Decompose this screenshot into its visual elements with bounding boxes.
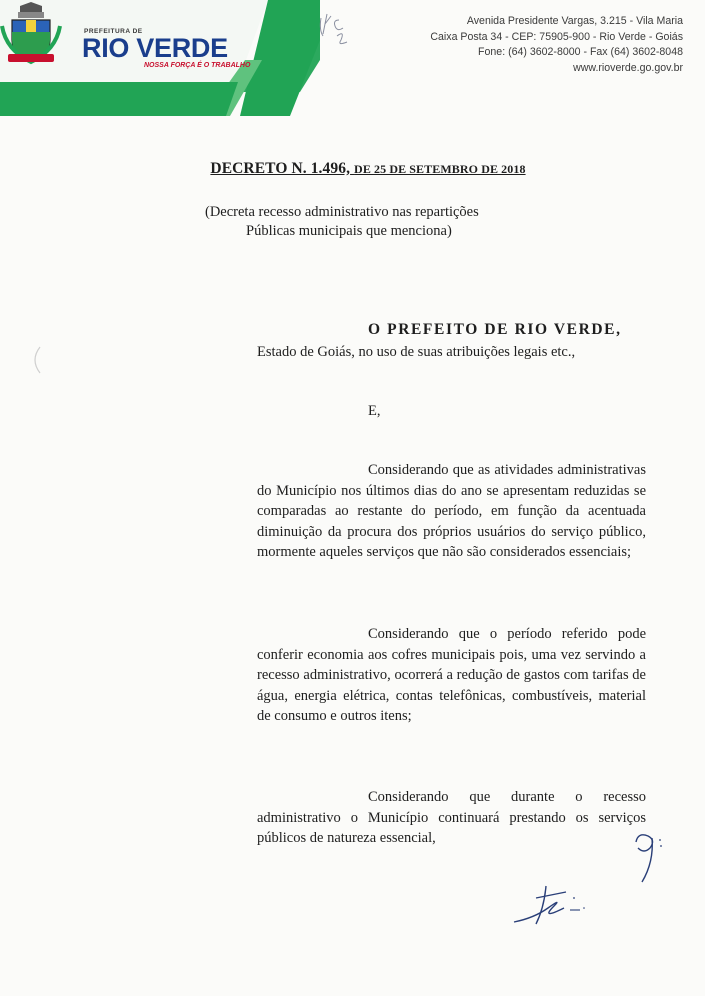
decree-date: DE 25 DE SETEMBRO DE 2018 [354, 162, 526, 176]
decree-title [0, 160, 705, 178]
considerando-paragraph-3 [257, 787, 646, 849]
ementa-line: (Decreta recesso administrativo nas repartições [205, 204, 479, 220]
paragraph-text: Considerando que durante o recesso administrativo o Município continuará prestando os serviços públicos de natureza essencial, [257, 789, 646, 847]
considerando-paragraph-2 [257, 624, 646, 727]
paragraph-text: Considerando que as atividades administrativas do Município nos últimos dias do ano se apresentam reduzidas se comparadas ao restante do período, em função da acentuada diminuição da procura dos próprios usuários do serviço público, mormente aqueles serviços que não são considerados essenciais; [257, 462, 646, 561]
considerando-paragraph-1 [257, 460, 646, 563]
address-line: Caixa Posta 34 - CEP: 75905-900 - Rio Verde - Goiás [430, 30, 683, 43]
coat-of-arms-icon [0, 0, 62, 66]
brand-prefix: PREFEITURA DE [84, 28, 143, 35]
brand-motto: NOSSA FORÇA É O TRABALHO [144, 62, 251, 69]
handwritten-initial-right [628, 826, 668, 888]
handwritten-signature-bottom [510, 882, 596, 932]
letterhead-address [430, 14, 683, 76]
decree-number: DECRETO N. 1.496, [210, 160, 351, 177]
binder-hole-mark [26, 345, 46, 375]
e-line: E, [368, 403, 381, 419]
brand-name: RIO VERDE [82, 33, 228, 63]
brand-block [82, 28, 252, 69]
paragraph-text: Considerando que o período referido pode conferir economia aos cofres municipais pois, uma vez servindo a recesso administrativo, ocorrerá a redução de gastos com tarifas de água, energia elétrica, contas telefônicas, combustíveis, material de consumo e outros itens; [257, 626, 646, 725]
handwritten-initials-top [315, 10, 355, 50]
website-line: www.rioverde.go.gov.br [573, 61, 683, 74]
prefeito-heading: O PREFEITO DE RIO VERDE, [368, 321, 622, 338]
address-line: Avenida Presidente Vargas, 3.215 - Vila Maria [466, 15, 683, 27]
letterhead-band [0, 0, 320, 116]
ementa-line: Públicas municipais que menciona) [246, 223, 452, 239]
estado-line: Estado de Goiás, no uso de suas atribuições legais etc., [257, 344, 576, 360]
decree-ementa [195, 203, 575, 241]
address-line: Fone: (64) 3602-8000 - Fax (64) 3602-8048 [478, 46, 683, 58]
